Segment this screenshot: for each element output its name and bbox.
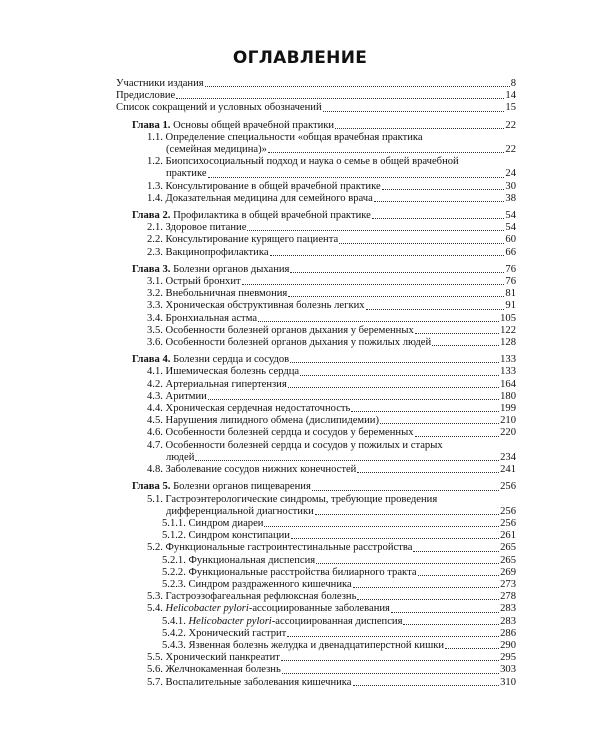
toc-entry[interactable]: 5.4.1. Helicobacter pylori-ассоциированная диспепсия 283 xyxy=(162,615,516,627)
toc-entry[interactable]: 5.2.1. Функциональная диспепсия 265 xyxy=(162,554,516,566)
toc-entry[interactable]: 5.1.2. Синдром констипации 261 xyxy=(162,530,516,542)
table-of-contents xyxy=(116,78,516,689)
toc-entry[interactable]: 3.2. Внебольничная пневмония 81 xyxy=(147,288,516,300)
toc-entry[interactable]: 5.4.2. Хронический гастрит 286 xyxy=(162,627,516,639)
toc-chapter-1[interactable]: Глава 1. Основы общей врачебной практики 22 xyxy=(132,119,516,131)
toc-entry[interactable]: 2.3. Вакцинопрофилактика 66 xyxy=(147,246,516,258)
toc-entry[interactable]: 5.3. Гастроэзофагеальная рефлюксная болезнь 278 xyxy=(147,591,516,603)
toc-entry[interactable]: 5.6. Желчнокаменная болезнь 303 xyxy=(147,664,516,676)
toc-entry[interactable]: 5.4. Helicobacter pylori-ассоциированные заболевания 283 xyxy=(147,603,516,615)
toc-entry[interactable]: 3.6. Особенности болезней органов дыхания у пожилых людей 128 xyxy=(147,337,516,349)
toc-entry[interactable]: 3.4. Бронхиальная астма 105 xyxy=(147,312,516,324)
toc-entry[interactable]: 3.5. Особенности болезней органов дыхания у беременных 122 xyxy=(147,324,516,336)
toc-entry[interactable]: Предисловие 14 xyxy=(116,90,516,102)
toc-entry[interactable]: 4.3. Аритмии 180 xyxy=(147,390,516,402)
toc-entry[interactable]: 5.1. Гастроэнтерологические синдромы, требующие проведения дифференциальной диагностики 256 xyxy=(147,493,516,517)
toc-entry[interactable]: 1.1. Определение специальности «общая врачебная практика (семейная медицина)» 22 xyxy=(147,131,516,156)
toc-entry[interactable]: 1.2. Биопсихосоциальный подход и наука о семье в общей врачебной практике 24 xyxy=(147,156,516,180)
toc-entry[interactable]: Список сокращений и условных обозначений 15 xyxy=(116,102,516,114)
toc-entry[interactable]: 5.2.2. Функциональные расстройства билиарного тракта 269 xyxy=(162,566,516,578)
toc-entry[interactable]: 4.5. Нарушения липидного обмена (дислипидемии) 210 xyxy=(147,415,516,427)
toc-entry[interactable]: Участники издания 8 xyxy=(116,78,516,89)
toc-entry[interactable]: 5.5. Хронический панкреатит 295 xyxy=(147,652,516,664)
toc-entry[interactable]: 4.4. Хроническая сердечная недостаточность 199 xyxy=(147,403,516,415)
toc-entry[interactable]: 2.2. Консультирование курящего пациента 60 xyxy=(147,234,516,246)
toc-entry[interactable]: 1.3. Консультирование в общей врачебной практике 30 xyxy=(147,180,516,192)
toc-chapter-3[interactable]: Глава 3. Болезни органов дыхания 76 xyxy=(132,263,516,275)
toc-entry[interactable]: 4.6. Особенности болезней сердца и сосудов у беременных 220 xyxy=(147,427,516,439)
toc-entry[interactable]: 4.7. Особенности болезней сердца и сосудов у пожилых и старых людей 234 xyxy=(147,439,516,463)
toc-chapter-4[interactable]: Глава 4. Болезни сердца и сосудов 133 xyxy=(132,354,516,366)
toc-entry[interactable]: 4.8. Заболевание сосудов нижних конечностей 241 xyxy=(147,464,516,476)
toc-entry[interactable]: 2.1. Здоровое питание 54 xyxy=(147,222,516,234)
toc-entry[interactable]: 5.1.1. Синдром диареи 256 xyxy=(162,517,516,529)
toc-entry[interactable]: 5.2.3. Синдром раздраженного кишечника 273 xyxy=(162,578,516,590)
toc-chapter-5[interactable]: Глава 5. Болезни органов пищеварения 256 xyxy=(132,481,516,493)
page-title: ОГЛАВЛЕНИЕ xyxy=(232,48,368,68)
toc-entry[interactable]: 4.2. Артериальная гипертензия 164 xyxy=(147,378,516,390)
toc-entry[interactable]: 4.1. Ишемическая болезнь сердца 133 xyxy=(147,366,516,378)
toc-entry[interactable]: 3.3. Хроническая обструктивная болезнь легких 91 xyxy=(147,300,516,312)
toc-chapter-2[interactable]: Глава 2. Профилактика в общей врачебной практике 54 xyxy=(132,210,516,222)
toc-entry[interactable]: 1.4. Доказательная медицина для семейного врача 38 xyxy=(147,192,516,204)
toc-entry[interactable]: 5.2. Функциональные гастроинтестинальные расстройства 265 xyxy=(147,542,516,554)
toc-entry[interactable]: 3.1. Острый бронхит 76 xyxy=(147,276,516,288)
toc-entry[interactable]: 5.4.3. Язвенная болезнь желудка и двенадцатиперстной кишки 290 xyxy=(162,639,516,651)
toc-entry[interactable]: 5.7. Воспалительные заболевания кишечника 310 xyxy=(147,676,516,688)
